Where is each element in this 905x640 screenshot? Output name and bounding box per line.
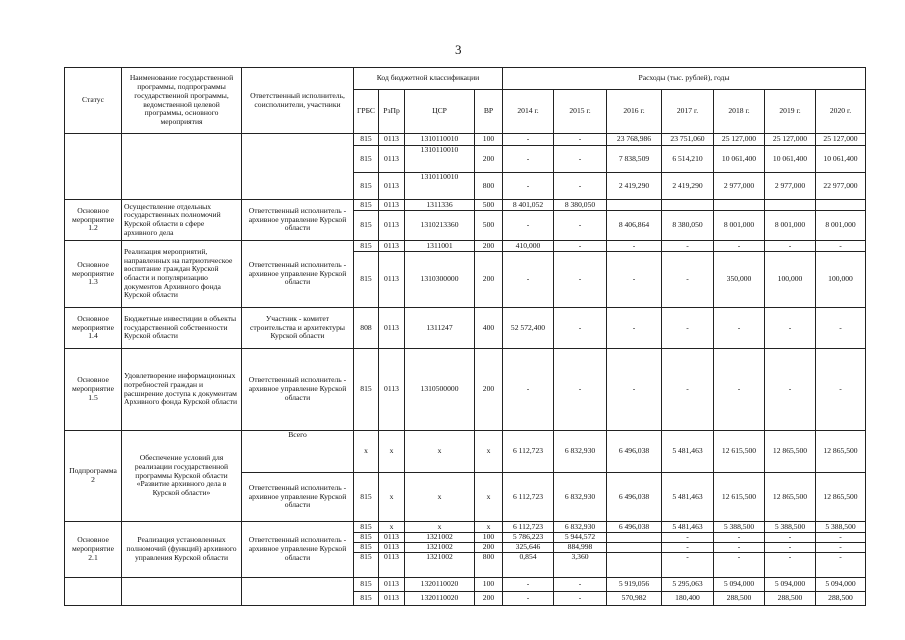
table-row: Подпрограмма 2 Обеспечение условий для реализации государственной программы Курской области «Развитие архивного дела в Курской области» Всего x x x x 6 112,723 6 832,930 6 496,038 5 481,463 12 615,500 12 865,500 12 865,500	[65, 431, 866, 473]
table-row: 815 0113 1320110020 200 - - 570,982 180,400 288,500 288,500 288,500	[65, 592, 866, 606]
table-row: 815 0113 1310110010 800 - - 2 419,290 2 419,290 2 977,000 2 977,000 22 977,000	[65, 173, 866, 200]
responsible-cell	[242, 578, 354, 606]
header-name: Наименование государственной программы, подпрограммы государственной программы, ведомственной целевой программы, основного мероприятия	[122, 68, 242, 134]
responsible-cell: Ответственный исполнитель - архивное управление Курской области	[242, 349, 354, 431]
table-row: Основное мероприятие 2.1 Реализация установленных полномочий (функций) архивного управления Курской области Ответственный исполнитель - архивное управление Курской области 815 x x x 6 112,723 6 832,930 6 496,038 5 481,463 5 388,500 5 388,500 5 388,500	[65, 522, 866, 533]
status-cell: Основное мероприятие 2.1	[65, 522, 122, 578]
table-row: Ответственный исполнитель - архивное управление Курской области 815 x x x 6 112,723 6 832,930 6 496,038 5 481,463 12 615,500 12 865,500 12 865,500	[65, 473, 866, 522]
table-row: Основное мероприятие 1.4 Бюджетные инвестиции в объекты государственной собственности Курской области Участник - комитет строительства и архитектуры Курской области 808 0113 1311247 400 52 572,400 - - - - - -	[65, 308, 866, 349]
table-row: 815 0113 1320110020 100 - - 5 919,056 5 295,063 5 094,000 5 094,000 5 094,000	[65, 578, 866, 592]
name-cell: Осуществление отдельных государственных полномочий Курской области в сфере архивного дела	[122, 200, 242, 241]
responsible-cell	[242, 134, 354, 200]
status-cell: Основное мероприятие 1.5	[65, 349, 122, 431]
header-csr: ЦСР	[405, 90, 475, 134]
status-cell	[65, 578, 122, 606]
header-status: Статус	[65, 68, 122, 134]
table-row: 815 0113 1310213360 500 - - 8 406,864 8 380,050 8 001,000 8 001,000 8 001,000	[65, 211, 866, 241]
responsible-cell: Ответственный исполнитель - архивное управление Курской области	[242, 473, 354, 522]
header-rzpr: РзПр	[379, 90, 405, 134]
status-cell: Основное мероприятие 1.2	[65, 200, 122, 241]
responsible-cell: Ответственный исполнитель - архивное управление Курской области	[242, 200, 354, 241]
name-cell: Реализация мероприятий, направленных на патриотическое воспитание граждан Курской области и популяризацию документов Архивного фонда Курской области	[122, 241, 242, 308]
name-cell: Обеспечение условий для реализации государственной программы Курской области «Развитие архивного дела в Курской области»	[122, 431, 242, 522]
responsible-cell: Ответственный исполнитель - архивное управление Курской области	[242, 241, 354, 308]
name-cell: Реализация установленных полномочий (функций) архивного управления Курской области	[122, 522, 242, 578]
budget-table	[64, 67, 866, 606]
header-year-2016: 2016 г.	[607, 90, 662, 134]
header-year-2014: 2014 г.	[503, 90, 554, 134]
responsible-cell: Участник - комитет строительства и архитектуры Курской области	[242, 308, 354, 349]
table-row: Основное мероприятие 1.2 Осуществление отдельных государственных полномочий Курской области в сфере архивного дела Ответственный исполнитель - архивное управление Курской области 815 0113 1311336 500 8 401,052 8 380,050	[65, 200, 866, 211]
table-row: 815 0113 1310300000 200 - - - - 350,000 100,000 100,000	[65, 252, 866, 308]
header-year-2017: 2017 г.	[662, 90, 714, 134]
header-budget-code: Код бюджетной классификации	[354, 68, 503, 90]
status-cell: Основное мероприятие 1.3	[65, 241, 122, 308]
responsible-cell: Всего	[242, 431, 354, 473]
name-cell: Удовлетворение информационных потребностей граждан и расширение доступа к документам Архивного фонда Курской области	[122, 349, 242, 431]
header-year-2015: 2015 г.	[554, 90, 607, 134]
table-row: 815 0113 1321002 800 0,854 3,360 - - - -	[65, 553, 866, 578]
name-cell	[122, 134, 242, 200]
table-row: 815 0113 1321002 200 325,646 884,998 - - - -	[65, 543, 866, 553]
table-row: Основное мероприятие 1.5 Удовлетворение информационных потребностей граждан и расширение доступа к документам Архивного фонда Курской области Ответственный исполнитель - архивное управление Курской области 815 0113 1310500000 200 - - - - - - -	[65, 349, 866, 431]
status-cell: Основное мероприятие 1.4	[65, 308, 122, 349]
table-row: Основное мероприятие 1.3 Реализация мероприятий, направленных на патриотическое воспитание граждан Курской области и популяризацию документов Архивного фонда Курской области Ответственный исполнитель - архивное управление Курской области 815 0113 1311001 200 410,000 - - - - - -	[65, 241, 866, 252]
table-row: 815 0113 1310110010 100 - - 23 768,986 23 751,060 25 127,000 25 127,000 25 127,000	[65, 134, 866, 146]
header-expenses: Расходы (тыс. рублей), годы	[503, 68, 866, 90]
header-responsible: Ответственный исполнитель, соисполнители, участники	[242, 68, 354, 134]
responsible-cell: Ответственный исполнитель - архивное управление Курской области	[242, 522, 354, 578]
header-grbs: ГРБС	[354, 90, 379, 134]
header-year-2019: 2019 г.	[765, 90, 816, 134]
table-row: 815 0113 1321002 100 5 786,223 5 944,572 - - - -	[65, 533, 866, 543]
header-vr: ВР	[475, 90, 503, 134]
name-cell	[122, 578, 242, 606]
table-row: 815 0113 1310110010 200 - - 7 838,509 6 514,210 10 061,400 10 061,400 10 061,400	[65, 146, 866, 173]
status-cell	[65, 134, 122, 200]
name-cell: Бюджетные инвестиции в объекты государственной собственности Курской области	[122, 308, 242, 349]
status-cell: Подпрограмма 2	[65, 431, 122, 522]
header-year-2018: 2018 г.	[714, 90, 765, 134]
header-year-2020: 2020 г.	[816, 90, 866, 134]
page-number: 3	[455, 42, 462, 57]
